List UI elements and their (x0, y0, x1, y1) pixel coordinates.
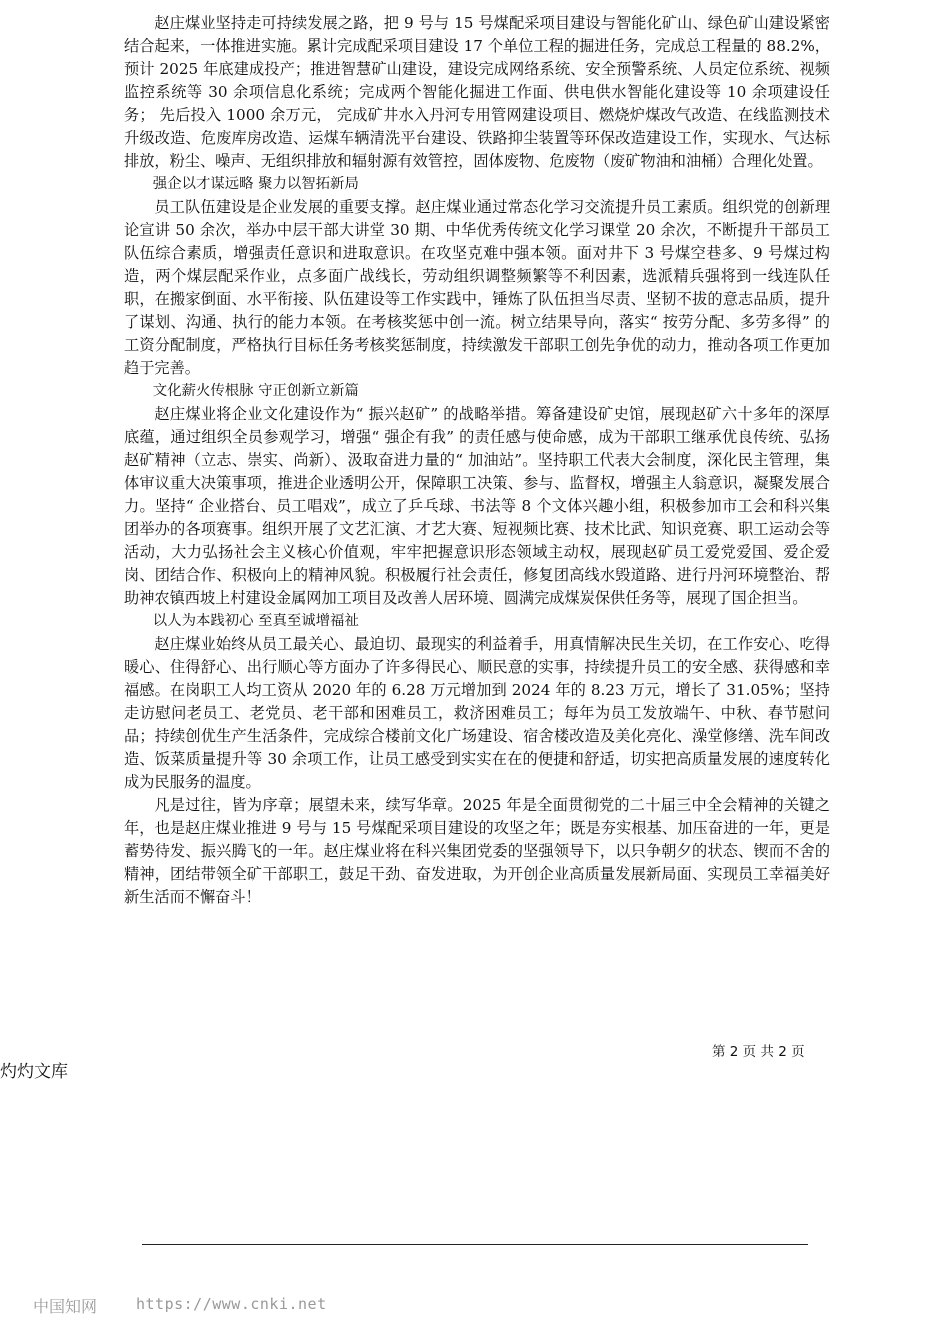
body-paragraph: 赵庄煤业始终从员工最关心、最迫切、最现实的利益着手，用真情解决民生关切，在工作安心、吃得暖心、住得舒心、出行顺心等方面办了许多得民心、顺民意的实事，持续提升员工的安全感、获得感和幸福感。在岗职工人均工资从 2020 年的 6.28 万元增加到 2024 年的 8.23 万元，增长了 31.05%；坚持走访慰问老员工、老党员、老干部和困难员工，救济困难员工；每年为员工发放端午、中秋、春节慰问品；持续创优生产生活条件，完成综合楼前文化广场建设、宿舍楼改造及美化亮化、澡堂修缮、洗车间改造、饭菜质量提升等 30 余项工作，让员工感受到实实在在的便捷和舒适，切实把高质量发展的速度转化成为民服务的温度。 (124, 635, 830, 791)
footer-divider (142, 1244, 808, 1245)
body-paragraph: 员工队伍建设是企业发展的重要支撑。赵庄煤业通过常态化学习交流提升员工素质。组织党的创新理论宣讲 50 余次，举办中层干部大讲堂 30 期、中华优秀传统文化学习课堂 20 余次，不断提升干部员工队伍综合素质，增强责任意识和进取意识。在攻坚克难中强本领。面对井下 3 号煤空巷多、9 号煤过构造，两个煤层配采作业，点多面广战线长，劳动组织调整频繁等不利因素，选派精兵强将到一线连队任职，在搬家倒面、水平衔接、队伍建设等工作实践中，锤炼了队伍担当尽责、坚韧不拔的意志品质，提升了谋划、沟通、执行的能力本领。在考核奖惩中创一流。树立结果导向，落实“ 按劳分配、多劳多得” 的工资分配制度，严格执行目标任务考核奖惩制度，持续激发干部职工创先争优的动力，推动各项工作更加趋于完善。 (124, 198, 830, 377)
section-heading: 以人为本践初心 至真至诚增福祉 (152, 613, 359, 629)
closing-paragraph: 凡是过往，皆为序章；展望未来，续写华章。2025 年是全面贯彻党的二十届三中全会精神的关键之年，也是赵庄煤业推进 9 号与 15 号煤配采项目建设的攻坚之年；既是夯实根基、加压奋进的一年，更是蓄势待发、振兴腾飞的一年。赵庄煤业将在科兴集团党委的坚强领导下，以只争朝夕的状态、锲而不舍的精神，团结带领全矿干部职工，鼓足干劲、奋发进取，为开创企业高质量发展新局面、实现员工幸福美好新生活而不懈奋斗！ (124, 796, 830, 906)
footer-url-link[interactable]: https://www.cnki.net (136, 1295, 327, 1313)
footer-source-name: 中国知网 (33, 1297, 98, 1316)
section-heading: 文化薪火传根脉 守正创新立新篇 (152, 383, 359, 399)
page-number: 第 2 页 共 2 页 (712, 1044, 805, 1060)
body-paragraph: 赵庄煤业坚持走可持续发展之路，把 9 号与 15 号煤配采项目建设与智能化矿山、绿色矿山建设紧密结合起来，一体推进实施。累计完成配采项目建设 17 个单位工程的掘进任务，完成总工程量的 88.2%，预计 2025 年底建成投产；推进智慧矿山建设，建设完成网络系统、安全预警系统、人员定位系统、视频监控系统等 30 余项信息化系统；完成两个智能化掘进工作面、供电供水智能化建设等 10 余项建设任务； 先后投入 1000 余万元， 完成矿井水入丹河专用管网建设项目、燃烧炉煤改气改造、在线监测技术升级改造、危废库房改造、运煤车辆清洗平台建设、铁路抑尘装置等环保改造建设工作，实现水、气达标排放，粉尘、噪声、无组织排放和辐射源有效管控，固体废物、危废物（废矿物油和油桶）合理化处置。 (124, 14, 830, 170)
section-heading: 强企以才谋远略 聚力以智拓新局 (152, 176, 359, 192)
watermark-label: 灼灼文库 (0, 1062, 68, 1082)
article-body (124, 12, 830, 909)
body-paragraph: 赵庄煤业将企业文化建设作为“ 振兴赵矿” 的战略举措。筹备建设矿史馆，展现赵矿六十多年的深厚底蕴，通过组织全员参观学习，增强“ 强企有我” 的责任感与使命感，成为干部职工继承优良传统、弘扬赵矿精神（立志、崇实、尚新）、汲取奋进力量的“ 加油站”。坚持职工代表大会制度，深化民主管理，集体审议重大决策事项，推进企业透明公开，保障职工决策、参与、监督权，增强主人翁意识，凝聚发展合力。坚持“ 企业搭台、员工唱戏”，成立了乒乓球、书法等 8 个文体兴趣小组，积极参加市工会和科兴集团举办的各项赛事。组织开展了文艺汇演、才艺大赛、短视频比赛、技术比武、知识竞赛、职工运动会等活动，大力弘扬社会主义核心价值观，牢牢把握意识形态领域主动权，展现赵矿员工爱党爱国、爱企爱岗、团结合作、积极向上的精神风貌。积极履行社会责任，修复团高线水毁道路、进行丹河环境整治、帮助神农镇西坡上村建设金属网加工项目及改善人居环境、圆满完成煤炭保供任务等，展现了国企担当。 (124, 405, 830, 607)
